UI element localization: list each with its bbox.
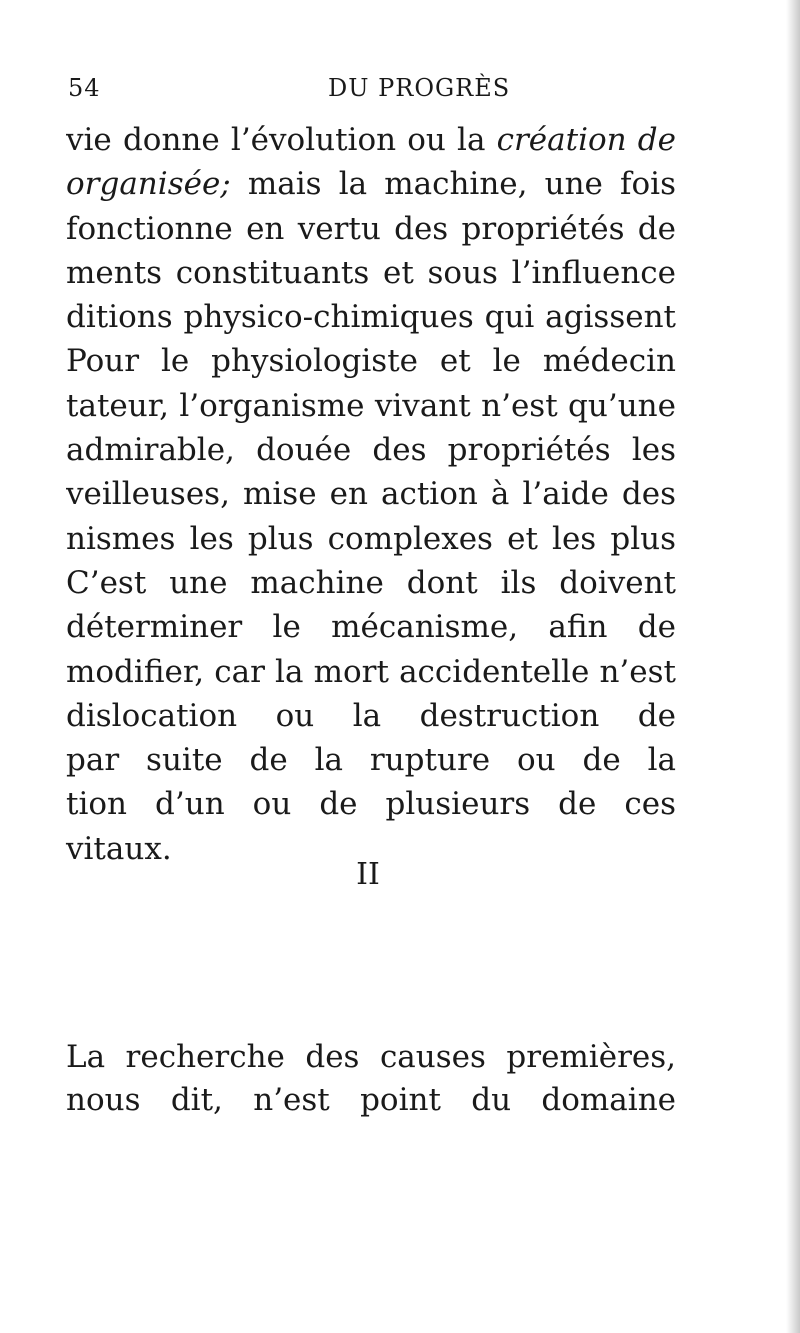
text-line: veilleuses, mise en action à l’aide des [66,476,676,513]
text-line: nismes les plus complexes et les plus [66,520,676,557]
page-edge-shadow [786,0,800,1333]
text-line: ditions physico-chimiques qui agissent [66,299,676,336]
text-line: ments constituants et sous l’influence [66,254,676,291]
paragraph-2 [66,1036,676,1122]
text-line: dislocation ou la destruction de [66,697,676,734]
text-line: vie donne l’évolution ou la création de [66,122,676,158]
text-line: tion d’un ou de plusieurs de ces [66,786,676,823]
page-number: 54 [68,74,101,102]
text-line: tateur, l’organisme vivant n’est qu’une [66,387,676,424]
text-line: modifier, car la mort accidentelle n’est [66,653,676,690]
text-line: C’est une machine dont ils doivent [66,564,676,601]
text-line: fonctionne en vertu des propriétés de [66,210,676,247]
section-numeral: II [356,857,380,892]
paragraph-1 [66,118,676,871]
page-header [68,74,673,108]
text-line: vitaux. [66,830,172,867]
text-line: déterminer le mécanisme, afin de [66,609,676,646]
text-line: La recherche des causes premières, [66,1039,676,1075]
text-line: Pour le physiologiste et le médecin [66,343,676,380]
text-line: organisée; mais la machine, une fois [66,166,676,203]
text-line: par suite de la rupture ou de la [66,742,676,779]
text-line: nous dit, n’est point du domaine [66,1082,676,1118]
running-title: DU PROGRÈS [328,74,511,102]
text-line: admirable, douée des propriétés les [66,432,676,469]
